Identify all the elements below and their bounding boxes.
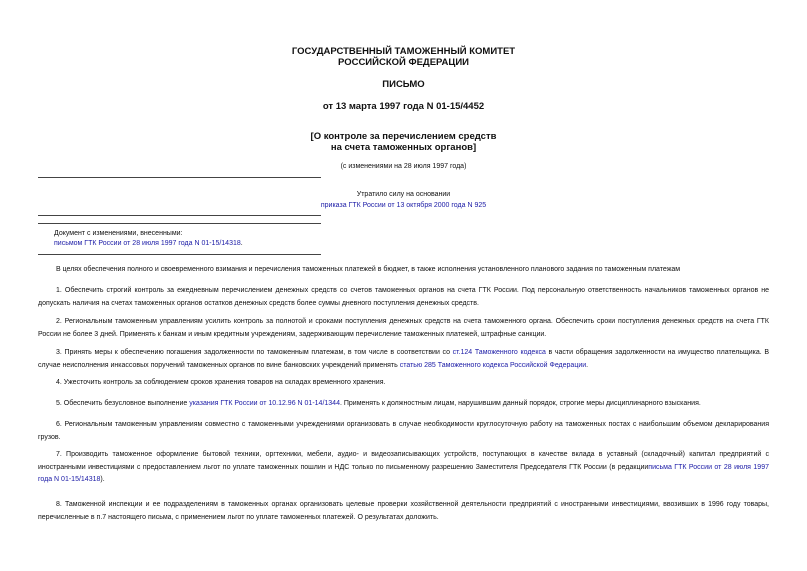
paragraph-7 <box>38 449 769 487</box>
paragraph-5 <box>38 398 769 411</box>
paragraph-3-text: в части обращения задолженности на имущество плательщика. В случае неисполнения инкассовых поручений таможенных органов по вине банковских учреждений применять <box>38 349 770 369</box>
paragraph-1: 1. Обеспечить строгий контроль за ежедневным перечислением денежных средств со счетов таможенных органов на счета ГТК России. Под персональную ответственность начальников таможенных органов не допускать наличия на счетах таможенных органов остатков денежных средств более суммы дневного поступления денежных средств. <box>38 287 769 307</box>
amendments-line <box>54 238 243 249</box>
divider <box>38 254 321 255</box>
paragraph-5-text: 5. Обеспечить безусловное выполнение <box>56 400 190 407</box>
changes-note: (с изменениями на 28 июля 1997 года) <box>340 163 467 170</box>
amendments-link[interactable]: письмом ГТК России от 28 июля 1997 года N 01-15/14318 <box>54 240 241 247</box>
customs-code-art285-link[interactable]: статью 285 Таможенного кодекса Российской Федерации <box>399 361 587 369</box>
paragraph-3-text: 3. Принять меры к обеспечению погашения задолженности по таможенным платежам, в том числе в соответствии со <box>56 349 453 356</box>
amendments-label: Документ с изменениями, внесенными: <box>54 230 183 237</box>
paragraph-4: 4. Ужесточить контроль за соблюдением сроков хранения товаров на складах временного хранения. <box>56 379 386 386</box>
paragraph-6: 6. Региональным таможенным управлениям совместно с таможенными учреждениями организовать в случае необходимости круглосуточную работу на таможенных постах с наибольшим объемом декларирования грузов. <box>38 421 769 441</box>
document-date-number: от 13 марта 1997 года N 01-15/4452 <box>322 101 485 112</box>
paragraph-3-text: . <box>586 361 589 369</box>
paragraph-8: 8. Таможенной инспекции и ее подразделениям в таможенных органах организовать целевые проверки хозяйственной деятельности предприятий с иностранными инвестициями, ввозивших в 1996 году товары, перечисленные в п.7 настоящего письма, с применением льгот по уплате таможенных платежей. О результатах доложить. <box>38 501 769 521</box>
issuer-federation: РОССИЙСКОЙ ФЕДЕРАЦИИ <box>337 57 469 68</box>
document-title-line1: [О контроле за перечислением средств <box>310 131 497 142</box>
amendments-tail: . <box>240 240 243 247</box>
paragraph-5-text: . Применять к должностным лицам, нарушившим данный порядок, строгие меры дисциплинарного взыскания. <box>339 400 701 407</box>
customs-code-art124-link[interactable]: ст.124 Таможенного кодекса <box>452 349 546 356</box>
paragraph-7-text: ). <box>100 476 105 483</box>
divider <box>38 215 321 216</box>
amending-letter-link[interactable]: письма ГТК России от 28 июля 1997 года N 01-15/14318 <box>38 463 769 483</box>
divider <box>38 177 321 178</box>
document-type: ПИСЬМО <box>382 79 425 90</box>
invalidated-link[interactable]: приказа ГТК России от 13 октября 2000 года N 925 <box>320 202 487 209</box>
gtk-instruction-link[interactable]: указания ГТК России от 10.12.96 N 01-14/1344 <box>189 400 340 407</box>
document-title-line2: на счета таможенных органов] <box>330 142 477 153</box>
paragraph-2: 2. Региональным таможенным управлениям усилить контроль за полнотой и сроками поступления денежных средств на счета таможенного органа. Обеспечить сроки поступления денежных средств на счета ГТК России не более 3 дней. Применять к банкам и иным кредитным учреждениям, задерживающим перечисление таможенных платежей, штрафные санкции. <box>38 318 769 338</box>
intro-paragraph: В целях обеспечения полного и своевременного взимания и перечисления таможенных платежей в бюджет, в также исполнения установленного планового задания по таможенным платежам <box>56 266 681 273</box>
paragraph-3 <box>38 347 769 372</box>
invalidated-text: Утратило силу на основании <box>356 191 451 198</box>
issuer-name: ГОСУДАРСТВЕННЫЙ ТАМОЖЕННЫЙ КОМИТЕТ <box>291 46 516 57</box>
paragraph-7-text: 7. Производить таможенное оформление бытовой техники, оргтехники, мебели, аудио- и видеозаписывающих устройств, поступающих в качестве вклада в уставный (складочный) капитал предприятий с иностранными инвестициями с предоставлением льгот по уплате таможенных пошлин и НДС только по письменному разрешению Заместителя Председателя ГТК России (в редакции <box>38 451 769 471</box>
divider <box>38 223 321 224</box>
